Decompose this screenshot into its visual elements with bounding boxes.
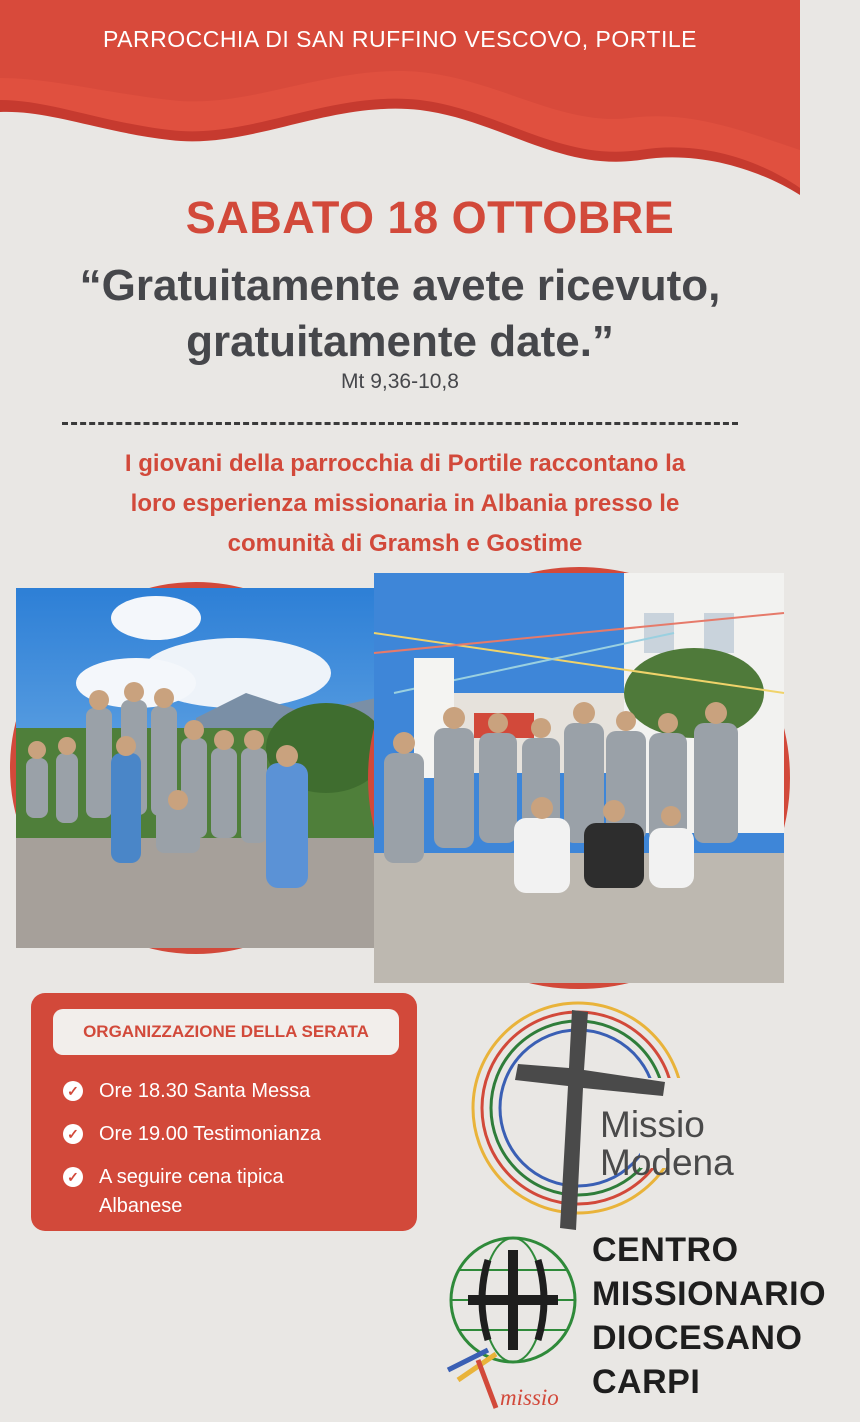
- agenda-item-text: A seguire cena tipica: [99, 1166, 284, 1188]
- missio-text-line: Missio: [600, 1104, 705, 1145]
- description-line: loro esperienza missionaria in Albania presso le: [130, 490, 680, 517]
- cmd-text-line: DIOCESANO: [592, 1319, 803, 1357]
- check-icon: ✓: [63, 1081, 83, 1101]
- quote-line: “Gratuitamente avete ricevuto,: [79, 261, 721, 310]
- description-line: I giovani della parrocchia di Portile raccontano la: [124, 450, 686, 477]
- parish-name: PARROCCHIA DI SAN RUFFINO VESCOVO, PORTILE: [103, 26, 697, 52]
- agenda-item-text: Albanese: [99, 1195, 183, 1217]
- cmd-text-line: CARPI: [592, 1363, 701, 1401]
- globe-cross-icon: [418, 1230, 593, 1410]
- missio-modena-text: [600, 1106, 734, 1182]
- check-icon: ✓: [63, 1167, 83, 1187]
- quote-line: gratuitamente date.”: [186, 317, 614, 366]
- event-description: [60, 444, 750, 564]
- description-line: comunità di Gramsh e Gostime: [227, 530, 583, 557]
- event-date: SABATO 18 OTTOBRE: [185, 192, 675, 243]
- check-icon: ✓: [63, 1124, 83, 1144]
- group-photo-right: [368, 567, 790, 989]
- agenda-item: [63, 1163, 284, 1221]
- agenda-item-text: Ore 18.30 Santa Messa: [99, 1080, 311, 1102]
- cmd-text-line: MISSIONARIO: [592, 1275, 827, 1313]
- bible-quote: [0, 258, 800, 370]
- dashed-divider: [62, 422, 738, 425]
- agenda-item-text: Ore 19.00 Testimonianza: [99, 1123, 321, 1145]
- agenda-box: [31, 993, 417, 1231]
- cmd-text-line: CENTRO: [592, 1231, 739, 1269]
- agenda-item: [63, 1120, 321, 1149]
- group-photo-left: [10, 582, 382, 954]
- missio-small-text: missio: [500, 1385, 559, 1410]
- agenda-title: ORGANIZZAZIONE DELLA SERATA: [53, 1009, 399, 1055]
- bible-reference: Mt 9,36-10,8: [341, 370, 459, 393]
- agenda-item: [63, 1077, 310, 1106]
- missio-text-line: Modena: [600, 1142, 734, 1183]
- cmd-carpi-text: [592, 1228, 826, 1404]
